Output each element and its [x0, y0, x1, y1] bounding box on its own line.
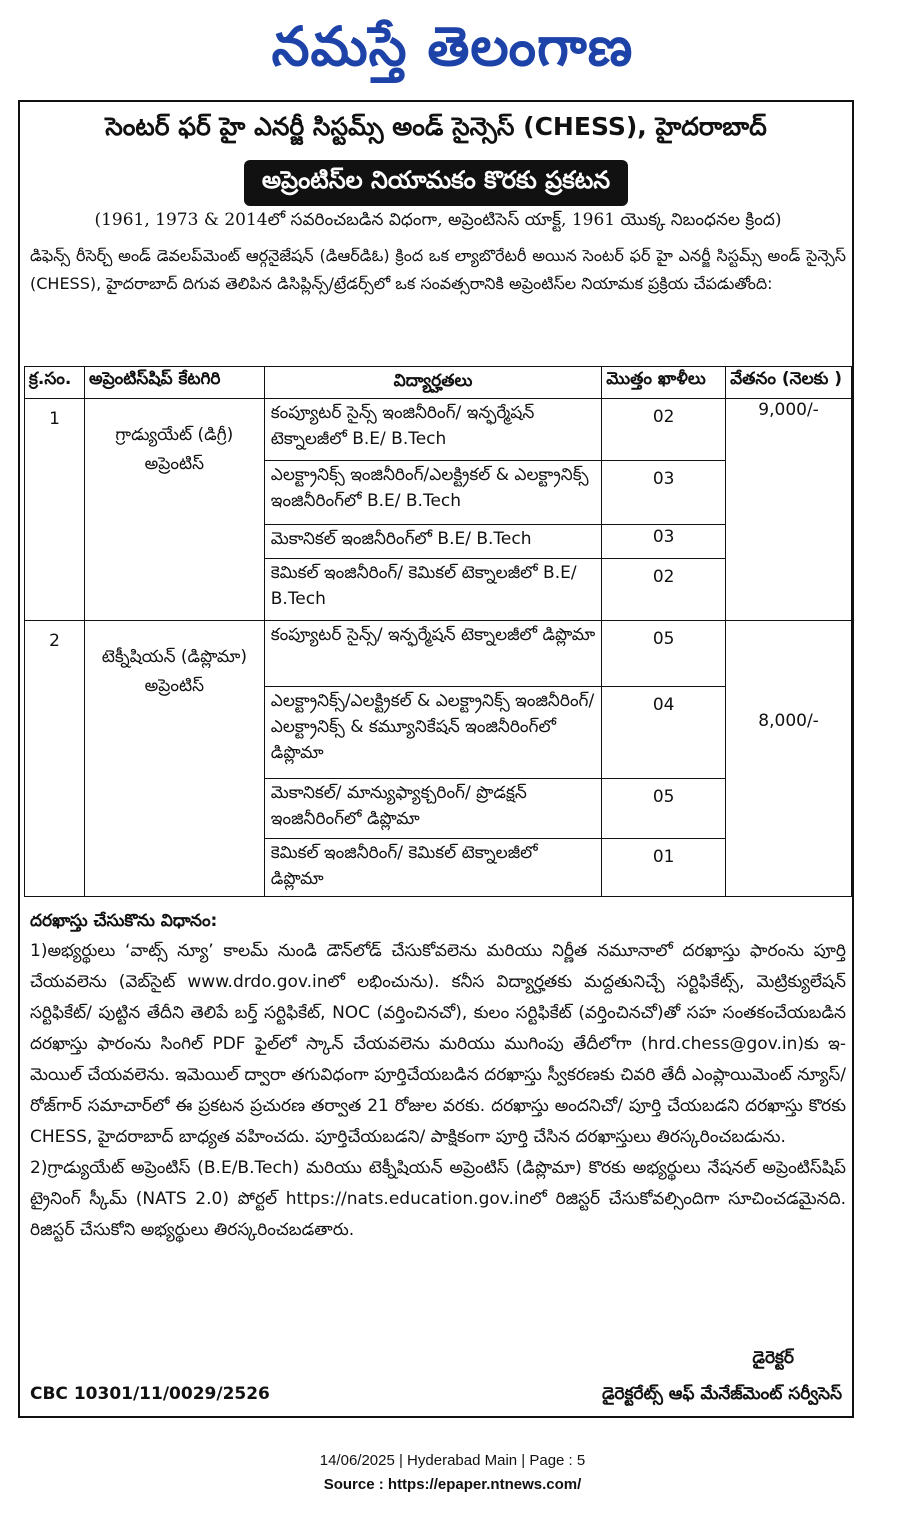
procedure-point-1: 1)అభ్యర్థులు ‘వాట్స్ న్యూ’ కాలమ్ నుండి డౌన్‌లోడ్ చేసుకోవలెను మరియు నిర్ణీత నమూనాలో దరఖాస్తు ఫారంను పూర్తి చేయవలెను (వెబ్‌సైట్ www.drdo.gov.inలో లభించును). కనీస విద్యార్హతకు మద్దతునిచ్చే సర్టిఫికేట్స్, మెట్రిక్యులేషన్ సర్టిఫికేట్/ పుట్టిన తేదీని తెలిపే బర్త్ సర్టిఫికేట్, NOC (వర్తించినచో), కులం సర్టిఫికేట్ (వర్తించినచో)తో సహ సంతకంచేయబడిన దరఖాస్తు ఫారంను సింగిల్ PDF ఫైల్‌లో స్కాన్ చేయవలెను మరియు ముగింపు తేదీలోగా (hrd.chess@gov.in)కు ఇ-మెయిల్ చేయవలెను. ఇమెయిల్ ద్వారా తగువిధంగా పూర్తిచేయబడిన దరఖాస్తు స్వీకరణకు చివరి తేదీ ఎంప్లాయిమెంట్ న్యూస్/ రోజ్‌గార్ సమాచార్‌లో ఈ ప్రకటన ప్రచురణ తర్వాత 21 రోజుల వరకు. దరఖాస్తు అందనిచో/ పూర్తి చేయబడని దరఖాస్తు కొరకు CHESS, హైదరాబాద్ బాధ్యత వహించదు. పూర్తిచేయబడని/ పాక్షికంగా పూర్తి చేసిన దరఖాస్తులు తిరస్కరించబడును.	[30, 941, 846, 1147]
vacancy-count: 04	[602, 687, 726, 779]
notice-subtitle: (1961, 1973 & 2014లో సవరించబడిన విధంగా, అప్రెంటిసెస్ యాక్ట్, 1961 యొక్క నిబంధనల క్రింద)	[94, 210, 782, 230]
vacancy-count: 02	[602, 399, 726, 461]
procedure-title: దరఖాస్తు చేసుకొను విధానం:	[30, 911, 218, 931]
vacancy-count: 01	[602, 839, 726, 897]
table-row	[25, 621, 852, 687]
qualification-cell: ఎలక్ట్రానిక్స్/ఎలక్ట్రికల్ & ఎలక్ట్రానిక్స్ ఇంజినీరింగ్/ఎలక్ట్రానిక్స్ & కమ్యూనికేషన్ ఇంజినీరింగ్‌లో డిప్లొమా	[264, 687, 602, 779]
group-category: టెక్నీషియన్ (డిప్లొమా) అప్రెంటిస్	[84, 621, 264, 897]
qualification-cell: మెకానికల్/ మాన్యుఫ్యాక్చరింగ్/ ప్రొడక్షన్ ఇంజినీరింగ్‌లో డిప్లొమా	[264, 779, 602, 839]
notice-intro: డిఫెన్స్ రీసెర్చ్ అండ్ డెవలప్‌మెంట్ ఆర్గనైజేషన్ (డిఆర్‌డిఓ) క్రింద ఒక ల్యాబొరేటరీ అయిన సెంటర్ ఫర్ హై ఎనర్జీ సిస్టమ్స్ అండ్ సైన్సెస్ (CHESS), హైదరాబాద్ దిగువ తెలిపిన డిసిప్లిన్స్/ట్రేడర్స్‌లో ఒక సంవత్సరానికి అప్రెంటిస్‌ల నియామక ప్రక్రియ చేపడుతోంది:	[30, 246, 846, 293]
col-header-sn: క్ర.సం.	[25, 367, 85, 399]
director-designation: డైరెక్టర్	[752, 1348, 794, 1368]
epaper-source-line: Source : https://epaper.ntnews.com/	[323, 1476, 582, 1493]
qualification-cell: కంప్యూటర్ సైన్స్ ఇంజినీరింగ్/ ఇన్ఫర్మేషన్ టెక్నాలజీలో B.E/ B.Tech	[264, 399, 602, 461]
group-sn: 2	[25, 621, 85, 897]
group-stipend: 9,000/-	[726, 399, 852, 621]
table-header-row	[25, 367, 852, 399]
col-header-stipend: వేతనం (నెలకు )	[726, 367, 852, 399]
notice-title: సెంటర్ ఫర్ హై ఎనర్జీ సిస్టమ్స్ అండ్ సైన్సెస్ (CHESS), హైదరాబాద్	[105, 112, 767, 141]
directorate-name: డైరెక్టరేట్స్ ఆఫ్ మేనేజ్‌మెంట్ సర్వీసెస్	[601, 1384, 842, 1404]
table-row	[25, 399, 852, 461]
vacancy-count: 02	[602, 559, 726, 621]
qualification-cell: కెమికల్ ఇంజినీరింగ్/ కెమికల్ టెక్నాలజీలో డిప్లొమా	[264, 839, 602, 897]
col-header-qualification: విద్యార్హతలు	[264, 367, 602, 399]
col-header-category: అప్రెంటిస్‌షిప్ కేటగిరి	[84, 367, 264, 399]
epaper-date-line: 14/06/2025 | Hyderabad Main | Page : 5	[319, 1452, 586, 1469]
group-category: గ్రాడ్యుయేట్ (డిగ్రీ) అప్రెంటిస్	[84, 399, 264, 621]
notice-banner-wrap	[20, 160, 852, 206]
application-procedure	[30, 906, 846, 1246]
vacancy-count: 03	[602, 525, 726, 559]
cbc-number: CBC 10301/11/0029/2526	[30, 1384, 270, 1404]
vacancy-count: 05	[602, 779, 726, 839]
notice-box	[18, 100, 854, 1418]
procedure-point-2: 2)గ్రాడ్యుయేట్ అప్రెంటిస్ (B.E/B.Tech) మరియు టెక్నీషియన్ అప్రెంటిస్ (డిప్లొమా) కొరకు అభ్యర్థులు నేషనల్ అప్రెంటిస్‌షిప్ ట్రైనింగ్ స్కీమ్ (NATS 2.0) పోర్టల్ https://nats.education.gov.inలో రిజిస్టర్ చేసుకోవల్సిందిగా సూచించడమైనది. రిజిస్టర్ చేసుకోని అభ్యర్థులు తిరస్కరించబడతారు.	[30, 1158, 846, 1240]
vacancy-count: 05	[602, 621, 726, 687]
qualification-cell: మెకానికల్ ఇంజినీరింగ్‌లో B.E/ B.Tech	[264, 525, 602, 559]
vacancy-table	[24, 366, 852, 897]
col-header-vacancies: మొత్తం ఖాళీలు	[602, 367, 726, 399]
vacancy-count: 03	[602, 461, 726, 525]
newspaper-masthead: నమస్తే తెలంగాణ	[271, 14, 634, 78]
qualification-cell: ఎలక్ట్రానిక్స్ ఇంజినీరింగ్/ఎలక్ట్రికల్ & ఎలక్ట్రానిక్స్ ఇంజినీరింగ్‌లో B.E/ B.Tech	[264, 461, 602, 525]
qualification-cell: కంప్యూటర్ సైన్స్/ ఇన్ఫర్మేషన్ టెక్నాలజీలో డిప్లొమా	[264, 621, 602, 687]
procedure-points	[30, 936, 846, 1246]
group-stipend: 8,000/-	[726, 621, 852, 897]
qualification-cell: కెమికల్ ఇంజినీరింగ్/ కెమికల్ టెక్నాలజీలో B.E/ B.Tech	[264, 559, 602, 621]
notice-banner: అప్రెంటిస్‌ల నియామకం కొరకు ప్రకటన	[244, 160, 628, 206]
group-sn: 1	[25, 399, 85, 621]
